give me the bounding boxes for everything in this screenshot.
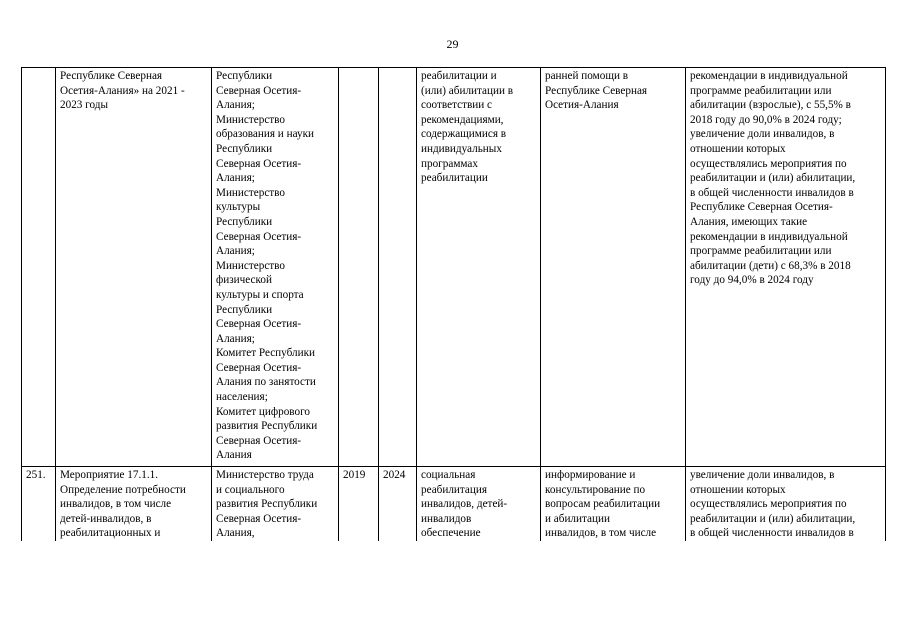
cell-executors: Республики Северная Осетия- Алания; Министерство образования и науки Республики Северная Осетия- Алания; Министерство культуры Республики Северная Осетия- Алания; Министерство физической культуры и спорта Республики Северная Осетия- Алания; Комитет Республики Северная Осетия- Алания по занятости населения; Комитет цифрового развития Республики Северная Осетия- Алания bbox=[212, 68, 339, 467]
cell-content: информирование и консультирование по вопросам реабилитации и абилитации инвалидов, в том числе bbox=[541, 467, 686, 541]
cell-start-year bbox=[339, 68, 379, 467]
cell-indicator: увеличение доли инвалидов, в отношении которых осуществлялись мероприятия по реабилитации и (или) абилитации, в общей численности инвалидов в bbox=[686, 467, 886, 541]
table-row bbox=[22, 467, 886, 541]
cell-end-year bbox=[379, 68, 417, 467]
cell-direction: реабилитации и (или) абилитации в соответствии с рекомендациями, содержащимися в индивидуальных программах реабилитации bbox=[417, 68, 541, 467]
cell-executors: Министерство труда и социального развития Республики Северная Осетия- Алания, bbox=[212, 467, 339, 541]
cell-direction: социальная реабилитация инвалидов, детей- инвалидов обеспечение bbox=[417, 467, 541, 541]
table-row bbox=[22, 68, 886, 467]
cell-number: 251. bbox=[22, 467, 56, 541]
cell-content: ранней помощи в Республике Северная Осетия-Алания bbox=[541, 68, 686, 467]
cell-measure: Республике Северная Осетия-Алания» на 2021 - 2023 годы bbox=[56, 68, 212, 467]
cell-start-year: 2019 bbox=[339, 467, 379, 541]
program-table bbox=[21, 67, 886, 541]
cell-measure: Мероприятие 17.1.1. Определение потребности инвалидов, в том числе детей-инвалидов, в реабилитационных и bbox=[56, 467, 212, 541]
page-number: 29 bbox=[446, 37, 459, 51]
cell-indicator: рекомендации в индивидуальной программе реабилитации или абилитации (взрослые), с 55,5% в 2018 году до 90,0% в 2024 году; увеличение доли инвалидов, в отношении которых осуществлялись мероприятия по реабилитации и (или) абилитации, в общей численности инвалидов в Республике Северная Осетия- Алания, имеющих такие рекомендации в индивидуальной программе реабилитации или абилитации (дети) с 68,3% в 2018 году до 94,0% в 2024 году bbox=[686, 68, 886, 467]
cell-number bbox=[22, 68, 56, 467]
cell-end-year: 2024 bbox=[379, 467, 417, 541]
